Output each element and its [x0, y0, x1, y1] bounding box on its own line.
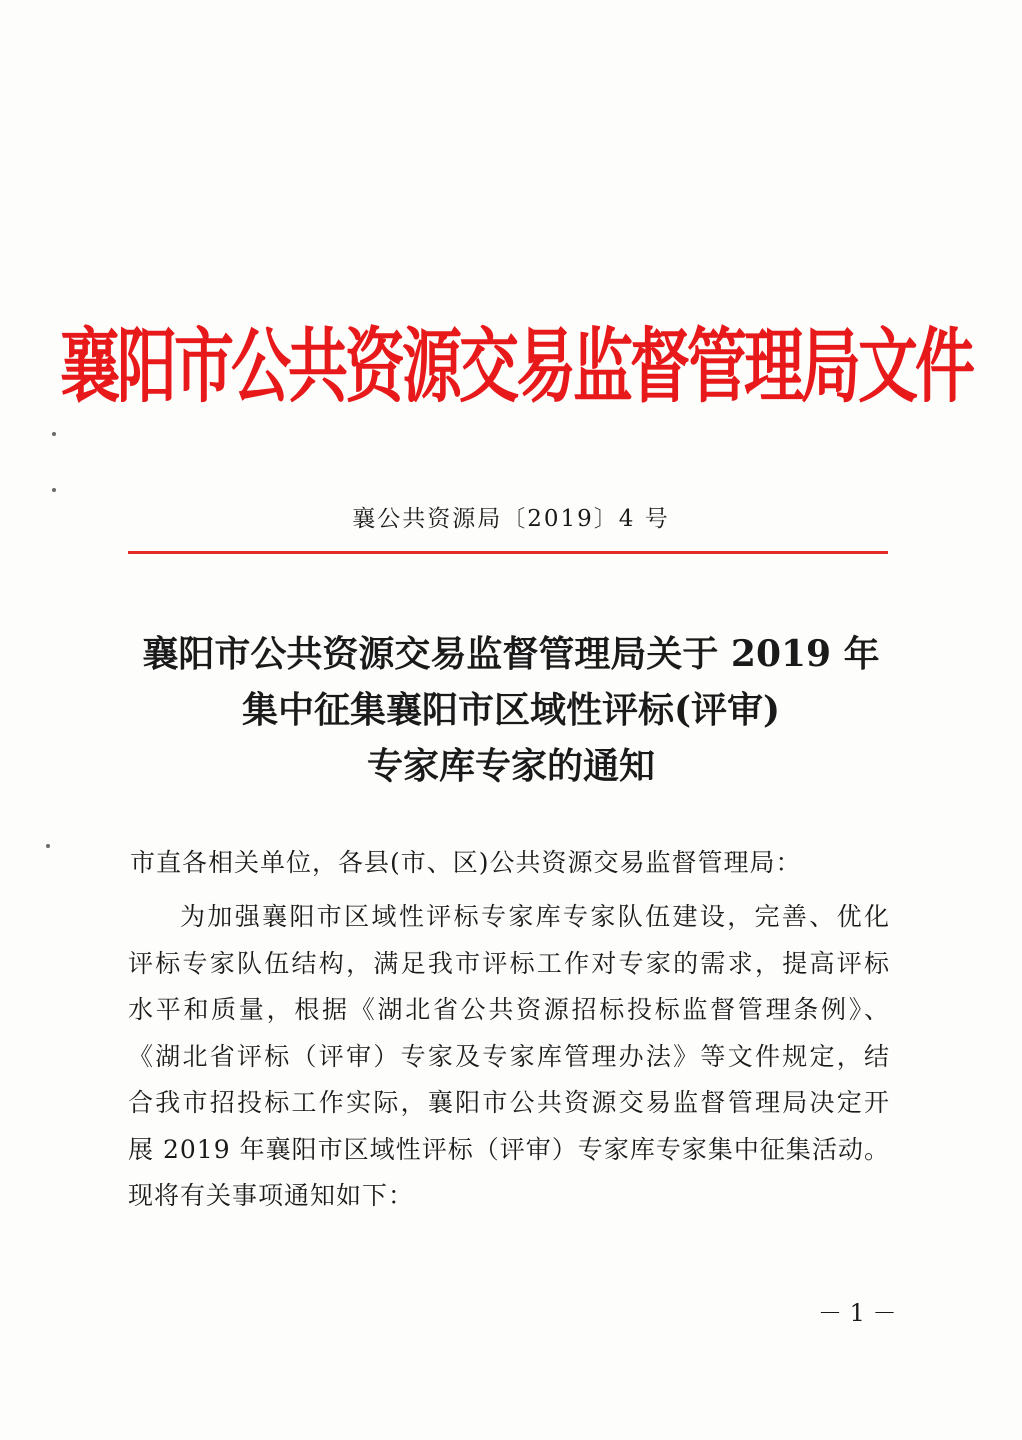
notice-title	[80, 626, 942, 794]
paragraph-line: 展 2019 年襄阳市区域性评标（评审）专家库专家集中征集活动。	[128, 1134, 890, 1164]
scan-speck	[52, 488, 56, 492]
issuing-authority-title: 襄阳市公共资源交易监督管理局文件	[60, 320, 972, 415]
scan-speck	[46, 844, 50, 848]
paragraph-line: 评标专家队伍结构，满足我市评标工作对专家的需求，提高评标	[128, 948, 890, 978]
page-number: － 1 －	[818, 1299, 897, 1327]
salutation: 市直各相关单位，各县(市、区)公共资源交易监督管理局：	[130, 848, 802, 877]
document-number: 襄公共资源局〔2019〕4 号	[352, 506, 670, 532]
paragraph-line: 为加强襄阳市区域性评标专家库专家队伍建设，完善、优化	[180, 902, 890, 931]
red-divider-line	[128, 551, 888, 554]
body-paragraph	[128, 894, 890, 1220]
paragraph-line: 现将有关事项通知如下：	[128, 1181, 415, 1210]
paragraph-line: 合我市招投标工作实际，襄阳市公共资源交易监督管理局决定开	[128, 1088, 890, 1117]
notice-title-line: 专家库专家的通知	[366, 745, 655, 787]
scan-speck	[52, 432, 56, 436]
paragraph-line: 水平和质量，根据《湖北省公共资源招标投标监督管理条例》、	[128, 995, 890, 1024]
notice-title-line: 集中征集襄阳市区域性评标(评审)	[241, 689, 781, 731]
paragraph-line: 《湖北省评标（评审）专家及专家库管理办法》等文件规定，结	[128, 1041, 890, 1071]
notice-title-line: 襄阳市公共资源交易监督管理局关于 2019 年	[142, 633, 880, 675]
